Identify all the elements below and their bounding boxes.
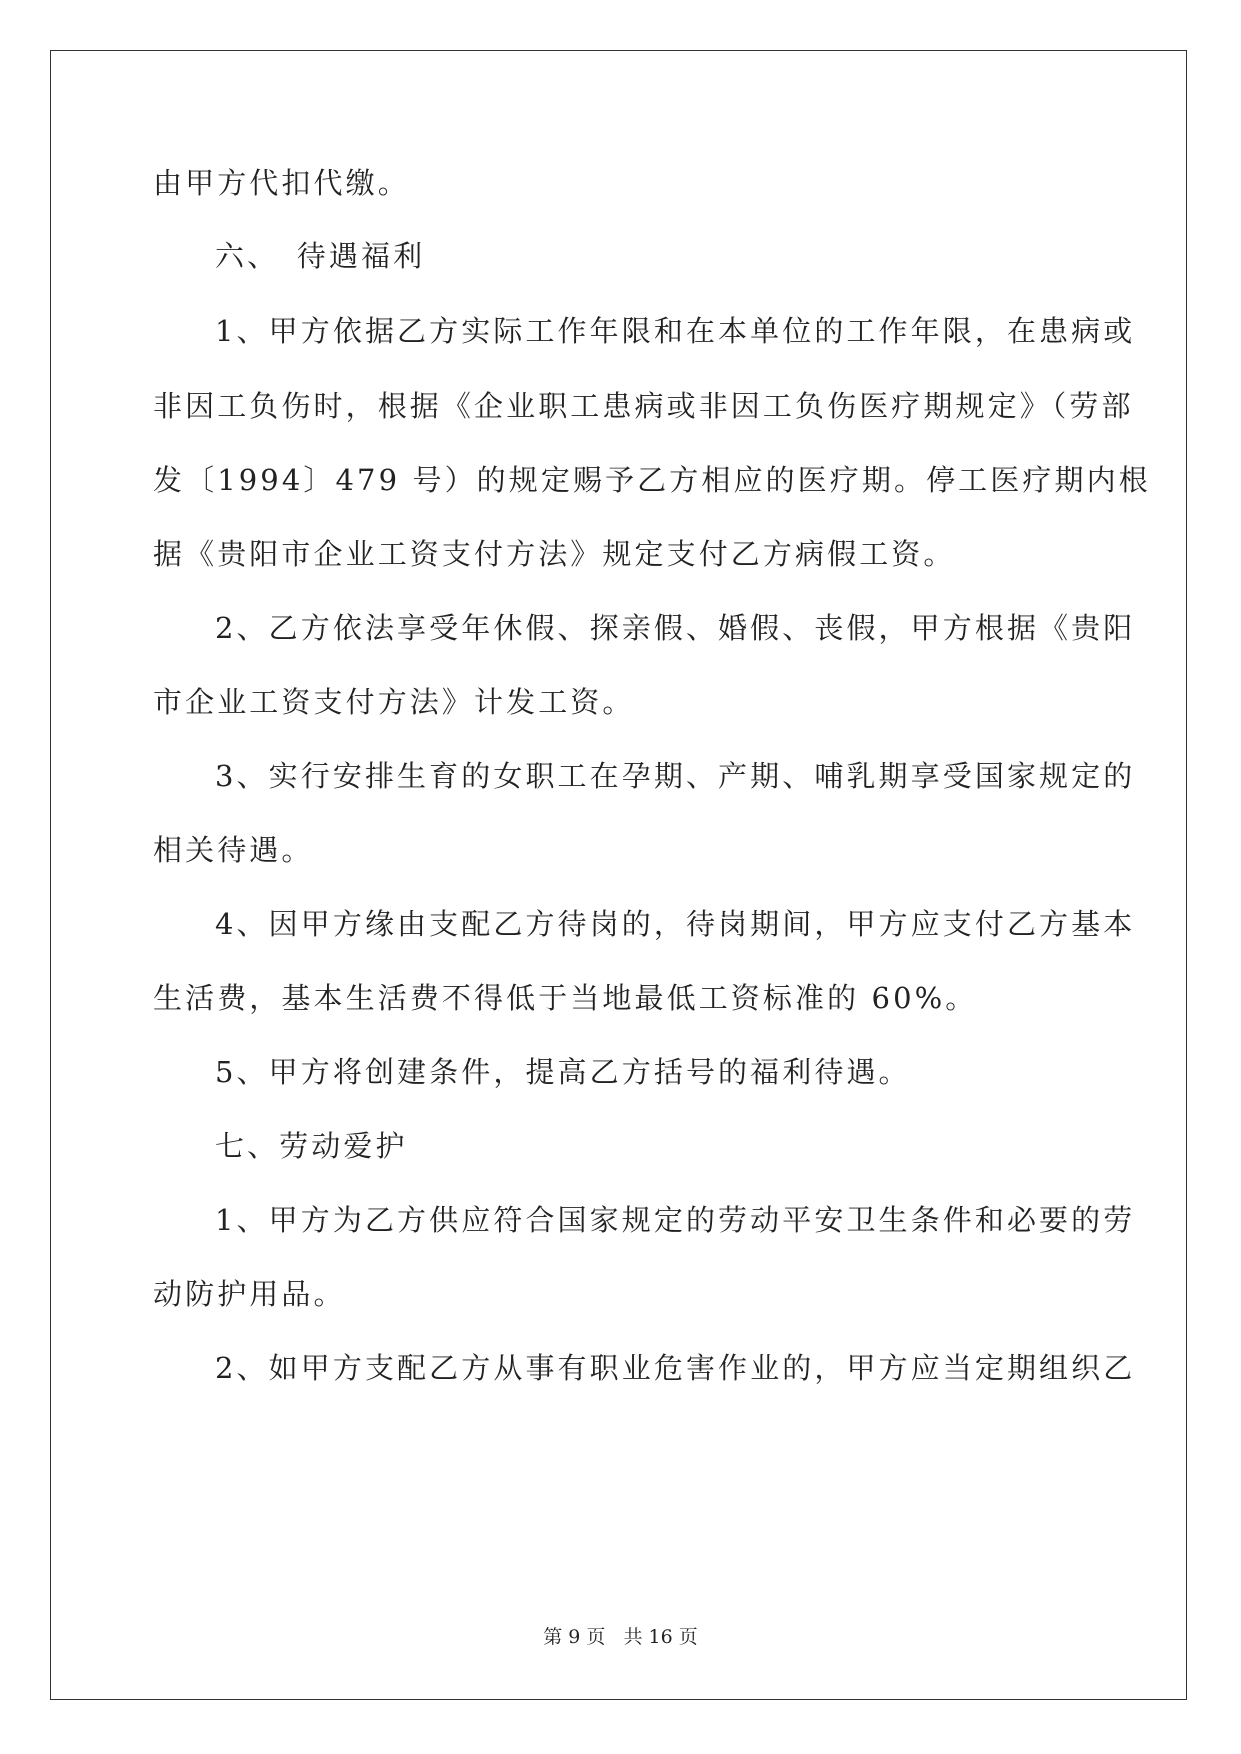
text-line: 1、甲方为乙方供应符合国家规定的劳动平安卫生条件和必要的劳 bbox=[215, 1203, 1136, 1237]
text-line: 2、乙方依法享受年休假、探亲假、婚假、丧假，甲方根据《贵阳 bbox=[215, 611, 1136, 645]
text-line: 市企业工资支付方法》计发工资。 bbox=[153, 685, 635, 719]
page-footer bbox=[0, 1622, 1241, 1649]
text-line: 相关待遇。 bbox=[153, 833, 314, 867]
section-heading: 六、 待遇福利 bbox=[215, 239, 426, 273]
text-line: 非因工负伤时，根据《企业职工患病或非因工负伤医疗期规定》（劳部 bbox=[153, 389, 1134, 423]
page-total: 共 16 页 bbox=[623, 1626, 698, 1648]
text-line: 生活费，基本生活费不得低于当地最低工资标准的 60%。 bbox=[153, 981, 978, 1015]
text-line: 据《贵阳市企业工资支付方法》规定支付乙方病假工资。 bbox=[153, 537, 956, 571]
text-line: 4、因甲方缘由支配乙方待岗的，待岗期间，甲方应支付乙方基本 bbox=[215, 907, 1136, 941]
text-line: 动防护用品。 bbox=[153, 1277, 346, 1311]
text-line: 2、如甲方支配乙方从事有职业危害作业的，甲方应当定期组织乙 bbox=[215, 1351, 1136, 1385]
text-line: 5、甲方将创建条件，提高乙方括号的福利待遇。 bbox=[215, 1055, 911, 1089]
section-heading: 七、劳动爱护 bbox=[215, 1129, 408, 1163]
page-border bbox=[50, 50, 1187, 1700]
text-line: 发〔1994〕479 号）的规定赐予乙方相应的医疗期。停工医疗期内根 bbox=[153, 463, 1151, 497]
text-line: 1、甲方依据乙方实际工作年限和在本单位的工作年限，在患病或 bbox=[215, 314, 1136, 348]
text-line: 3、实行安排生育的女职工在孕期、产期、哺乳期享受国家规定的 bbox=[215, 759, 1136, 793]
text-line: 由甲方代扣代缴。 bbox=[153, 166, 410, 200]
page-number: 第 9 页 bbox=[543, 1626, 606, 1648]
